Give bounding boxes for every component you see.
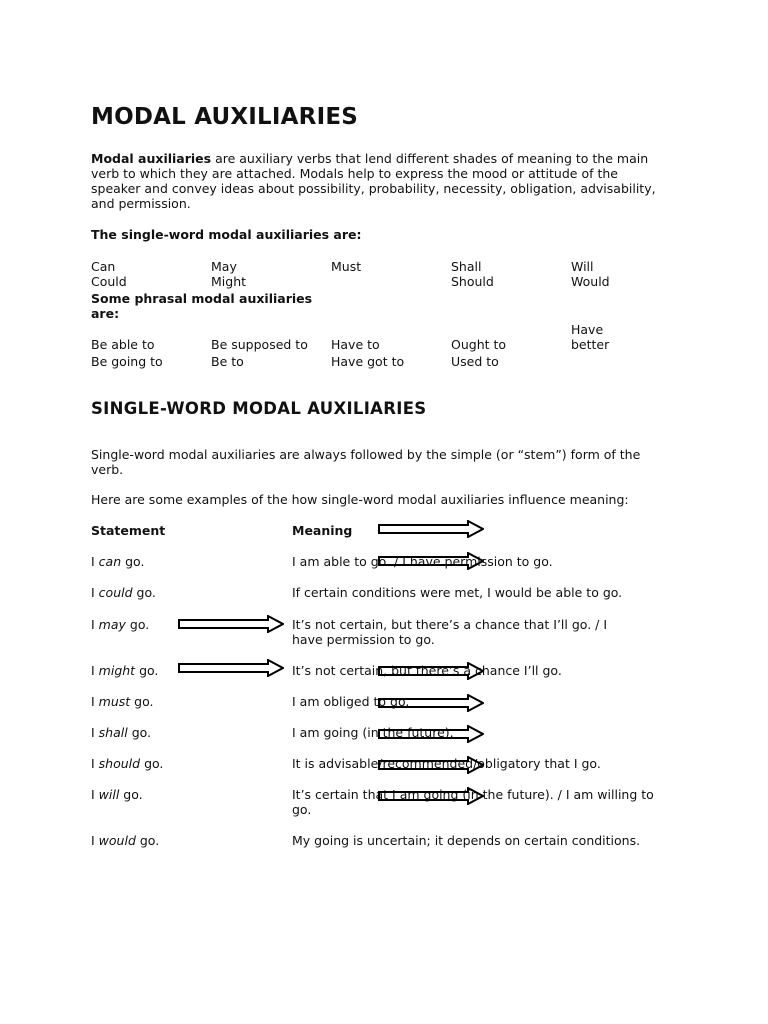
right-arrow-icon [378,520,484,538]
modal-may: May [211,259,237,274]
meaning-may: It’s not certain, but there’s a chance that I’ll go. / I have permission to go. [292,617,608,647]
meaning-will: It’s certain that I am going (in the future). / I am willing to go. [292,787,654,817]
modal-could: Could [91,274,127,289]
meaning-should: It is advisable/recommended/obligatory that I go. [292,756,601,771]
statement-could: I could go. [91,585,156,600]
modal-shall: Shall [451,259,482,274]
modal-should: Should [451,274,494,289]
right-arrow-icon [378,787,484,805]
statement-can: I can go. [91,554,145,569]
intro-text: are auxiliary verbs that lend different shades of meaning to the main verb to which they are attached. Modals help to express the mood or attitude of the speaker and convey ideas about possibility, probability, necessity, obligation, advisability, and permission. [91,151,656,211]
meaning-can: I am able to go. / I have permission to go. [292,554,553,569]
phrasal-be-supposed-to: Be supposed to [211,337,308,352]
modal-must: Must [331,259,362,274]
right-arrow-icon [378,694,484,712]
phrasal-have: Have [571,322,604,337]
statement-will: I will go. [91,787,143,802]
right-arrow-icon [378,756,484,774]
single-word-heading: The single-word modal auxiliaries are: [91,227,362,242]
page-title: MODAL AUXILIARIES [91,104,359,130]
phrasal-have-got-to: Have got to [331,354,405,369]
statement-must: I must go. [91,694,154,709]
modal-might: Might [211,274,247,289]
phrasal-used-to: Used to [451,354,499,369]
meaning-might: It’s not certain, but there’s a chance I’ll go. [292,663,562,678]
meaning-would: My going is uncertain; it depends on certain conditions. [292,833,641,848]
right-arrow-icon [178,615,284,633]
meaning-must: I am obliged to go. [292,694,410,709]
intro-lead: Modal auxiliaries [91,151,212,166]
meaning-shall: I am going (in the future). [292,725,454,740]
examples-intro: Here are some examples of the how single-word modal auxiliaries influence meaning: [91,492,629,507]
phrasal-have-to: Have to [331,337,380,352]
statement-might: I might go. [91,663,159,678]
phrasal-be-able-to: Be able to [91,337,155,352]
right-arrow-icon [378,725,484,743]
statement-would: I would go. [91,833,160,848]
intro-paragraph [91,151,671,211]
meaning-could: If certain conditions were met, I would be able to go. [292,585,623,600]
header-statement: Statement [91,523,166,538]
right-arrow-icon [378,552,484,570]
modal-would: Would [571,274,610,289]
statement-should: I should go. [91,756,164,771]
phrasal-be-to: Be to [211,354,244,369]
right-arrow-icon [178,659,284,677]
section-title: SINGLE-WORD MODAL AUXILIARIES [91,399,427,418]
statement-may: I may go. [91,617,150,632]
modal-will: Will [571,259,594,274]
phrasal-be-going-to: Be going to [91,354,163,369]
phrasal-ought-to: Ought to [451,337,507,352]
right-arrow-icon [378,662,484,680]
phrasal-heading-line2: are: [91,306,120,321]
phrasal-heading-line1: Some phrasal modal auxiliaries [91,291,313,306]
phrasal-better: better [571,337,610,352]
section-intro: Single-word modal auxiliaries are always followed by the simple (or “stem”) form of the verb. [91,447,641,477]
header-meaning: Meaning [292,523,353,538]
modal-can: Can [91,259,116,274]
statement-shall: I shall go. [91,725,152,740]
